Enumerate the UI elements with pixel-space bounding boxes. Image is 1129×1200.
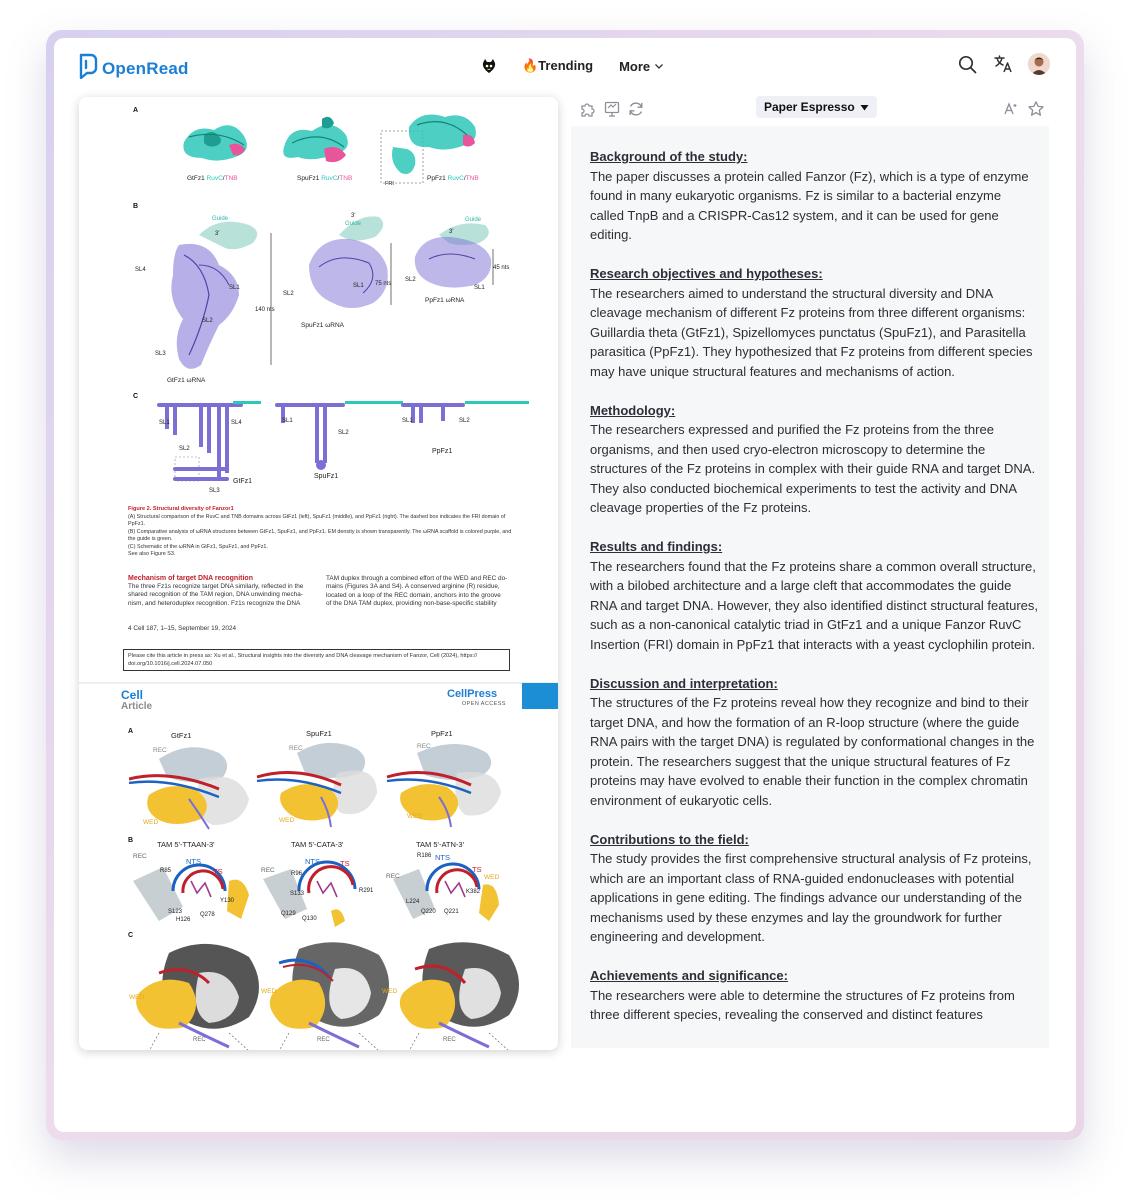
summary-section (590, 401, 1038, 518)
openread-logo-icon (78, 53, 98, 79)
section-text: The study provides the first comprehensive structural analysis of Fz proteins, which are an important class of RNA-guided endonucleases with potential applications in gene editing. The findings advance our understanding of the mechanisms used by these enzymes and lay the groundwork for further engineering and development. (590, 851, 1032, 944)
section-text: The researchers found that the Fz proteins share a common overall structure, with a bilobed architecture and a large cleft that accommodates the guide RNA and target DNA. However, they also identified distinct structural features, such as a non-canonical catalytic triad in GtFz1 and a unique Fanzor RuvC Insertion (FRI) domain in PpFz1 that interacts with a yeast cyclophilin protein. (590, 558, 1038, 652)
caret-down-icon (860, 103, 869, 112)
fig3b-k382: K382 (466, 889, 481, 895)
search-icon[interactable] (956, 53, 978, 75)
section-heading: Discussion and interpretation: (590, 675, 778, 691)
fig3b-ts-pp: TS (472, 865, 482, 874)
summary-toolbar (572, 95, 1054, 123)
summary-section (590, 966, 1038, 1025)
section-heading: Achievements and significance: (590, 968, 788, 983)
fig2c-sl4-gt: SL4 (231, 420, 242, 426)
fig3b-r85: R85 (160, 868, 172, 874)
nav-more-label: More (619, 58, 651, 74)
chevron-down-icon (654, 61, 664, 71)
open-access-label: OPEN ACCESS (462, 701, 506, 707)
fig2b-3prime-3: 3' (449, 229, 454, 235)
app-window (54, 38, 1076, 1132)
fig3-gt-title: GtFz1 (171, 731, 192, 740)
nav-trending[interactable] (522, 58, 593, 74)
section-heading: Background of the study: (590, 149, 748, 164)
fig3b-rec-pp: REC (386, 873, 400, 880)
header-actions (956, 53, 1050, 75)
font-size-icon[interactable] (1002, 99, 1022, 119)
fig3b-q221: Q221 (444, 909, 459, 915)
publisher-name: CellPress (447, 688, 498, 700)
summary-mode-label: Paper Espresso (764, 100, 855, 114)
fig3b-q220: Q220 (421, 909, 436, 915)
summary-section (590, 147, 1038, 245)
fig3c-rec-gt: REC (193, 1037, 206, 1043)
summary-section (590, 830, 1038, 947)
fig2c-sl2-pp: SL2 (459, 418, 470, 424)
fig3b-r186: R186 (417, 853, 432, 859)
fig2b-gt-rna: GtFz1 ωRNA (167, 377, 206, 384)
fig3-label-c: C (128, 932, 134, 939)
fig3c-wed-pp: WED (382, 988, 398, 995)
app-name: OpenRead (102, 59, 189, 78)
page-divider (79, 682, 558, 684)
star-icon[interactable] (1026, 99, 1046, 119)
section-heading: Research objectives and hypotheses: (590, 266, 823, 281)
section-text: The researchers expressed and purified the Fz proteins from the three organisms, and then used cryo-electron microscopy to determine the structures of the Fz proteins in complex with their guide RNA and target DNA. They also conducted biochemical experiments to test the activity and DNA cleavage properties of the Fz proteins. (590, 422, 1036, 515)
fig3b-tam-2: TAM 5'-CATA-3' (291, 840, 344, 849)
fig2a-fri-label: FRI (385, 181, 394, 187)
fig3a-wed-gt: WED (143, 819, 159, 826)
fig3a-rec-gt: REC (153, 747, 167, 754)
fig2b-guide-1: Guide (212, 216, 229, 222)
journal-name: Cell (121, 688, 144, 702)
fig3c-wed-spu: WED (261, 988, 277, 995)
fig2c-sl1-spu: SL1 (282, 418, 293, 424)
fig3b-q130: Q130 (302, 916, 317, 922)
fig2b-sl1: SL1 (229, 285, 240, 291)
citation-box: Please cite this article in press as: Xu et al., Structural insights into the diversity and DNA cleavage mechanism of Fanzor, Cell (2024), https:// doi.org/10.1016/j.cell.2024.07.050 (123, 649, 510, 671)
user-avatar[interactable] (1028, 53, 1050, 75)
gtfz1-rna-density (171, 222, 257, 369)
spufz1-structure (283, 117, 348, 162)
fig3b-l224: L224 (406, 899, 420, 905)
fig2c-pp-label: PpFz1 (432, 448, 453, 455)
fig2b-75nts: 75 nts (375, 281, 392, 287)
summary-content (590, 147, 1038, 1044)
fig3a-complex-structures (129, 739, 519, 835)
fig3a-pp (387, 744, 501, 827)
fig2c-sl3-gt: SL3 (209, 488, 220, 494)
gtfz1-structure (183, 125, 247, 160)
fig3b-r96: R96 (291, 871, 303, 877)
fig2c-rna-schematics (153, 393, 533, 497)
fig2a-gt-label: GtFz1 RuvC/TNB (187, 175, 238, 182)
fig2-label-a: A (133, 107, 139, 114)
whiteboard-icon[interactable] (602, 99, 622, 119)
page-color-tab (522, 683, 558, 709)
fig3b-y130: Y130 (220, 898, 235, 904)
fig3c-pp (400, 942, 519, 1050)
fig2b-sl3: SL3 (155, 351, 166, 357)
fig3-label-b: B (128, 837, 134, 844)
fig3b-rec-gt: REC (133, 853, 147, 860)
fig2c-spu-label: SpuFz1 (314, 473, 339, 480)
section-text: The paper discusses a protein called Fanzor (Fz), which is a type of enzyme found in many eukaryotic organisms. Fz is similar to a bacterial enzyme called TnpB and a CRISPR-Cas12 system, and it can be used for gene editing. (590, 168, 1029, 242)
fig2b-sl4: SL4 (135, 267, 146, 273)
mascot-icon[interactable] (478, 55, 500, 77)
fig2b-3prime-2: 3' (351, 213, 356, 219)
fig3b-r291: R291 (359, 888, 374, 894)
puzzle-icon[interactable] (578, 99, 598, 119)
page-footer: 4 Cell 187, 1–15, September 19, 2024 (128, 625, 237, 632)
fig3-pp-title: PpFz1 (431, 729, 453, 738)
fig3c-rec-spu: REC (317, 1037, 330, 1043)
fig2b-sl2-pp: SL2 (405, 277, 416, 283)
fig2b-spu-rna: SpuFz1 ωRNA (301, 322, 345, 329)
fig3c-wed-gt: WED (129, 994, 145, 1001)
fig2c-sl2-spu: SL2 (338, 430, 349, 436)
fig2c-sl2-gt: SL2 (179, 446, 190, 452)
fig2c-sl1-gt: SL1 (159, 420, 170, 426)
translate-icon[interactable] (992, 53, 1014, 75)
fig3a-gt (129, 747, 249, 829)
refresh-icon[interactable] (626, 99, 646, 119)
fig2b-sl2: SL2 (202, 318, 213, 324)
fig2b-pp-rna: PpFz1 ωRNA (425, 297, 465, 304)
fig2b-3prime-1: 3' (215, 231, 220, 237)
body-column-right: TAM duplex through a combined effort of the WED and REC do- mains (Figures 3A and S4). A conserved arginine (R) residue, located on a loop of the REC domain, anchors into the groove of the DNA TAM duplex, providing non-base-specific stability (326, 575, 508, 608)
fig2b-sl1-pp: SL1 (474, 285, 485, 291)
fig3-spu-title: SpuFz1 (306, 729, 332, 738)
fig3b-nts-pp: NTS (435, 853, 450, 862)
fig3c-rec-pp: REC (443, 1037, 456, 1043)
fig3b-s133: S133 (290, 891, 305, 897)
fig3b-rec-spu: REC (261, 867, 275, 874)
fig3b-ts-gt: TS (213, 867, 223, 876)
fig3a-wed-pp: WED (407, 813, 423, 820)
fig3b-q129: Q129 (281, 911, 296, 917)
fig2b-sl2-spu: SL2 (283, 291, 294, 297)
article-type: Article (121, 701, 153, 712)
fig3b-gt (133, 865, 249, 921)
fig3c-spu (270, 942, 389, 1050)
section-title-mechanism: Mechanism of target DNA recognition (128, 575, 253, 582)
summary-section (590, 264, 1038, 381)
fig3b-h126: H126 (176, 917, 191, 923)
fig2-caption: (A) Structural comparison of the RuvC and TNB domains across GtFz1 (left), SpuFz1 (middle), and PpFz1 (right). The dashed box indicates the FRI domain of PpFz1. (B) Comparative analysis of ωRNA structures between GtFz1, SpuFz1, and PpFz1. EM density is shown transparently. The ωRNA scaffold is colored purple, and the guide is green. (C) Schematic of the ωRNA in GtFz1, SpuFz1, and PpFz1. See also Figure S3. (128, 514, 512, 558)
ppfz1-structure (381, 115, 476, 183)
fig2c-gt-label: GtFz1 (233, 478, 253, 485)
fig2b-45nts: 45 nts (493, 265, 510, 271)
section-text: The structures of the Fz proteins reveal how they recognize and bind to their target DNA, and how the formation of an R-loop structure (where the guide RNA pairs with the target DNA) is regulated by conformational changes in the protein. The researchers suggest that the unique structural features of Fz proteins may have evolved to enable their function in the complex chromatin environment of eukaryotic cells. (590, 695, 1035, 808)
fig3b-q278: Q278 (200, 912, 215, 918)
summary-section (590, 537, 1038, 654)
nav-more-dropdown[interactable] (619, 59, 664, 74)
fig3c-gt (136, 944, 259, 1050)
section-heading: Results and findings: (590, 539, 723, 554)
section-heading: Contributions to the field: (590, 831, 749, 847)
fig2a-spu-label: SpuFz1 RuvC/TNB (297, 175, 353, 182)
main-nav (478, 55, 664, 77)
openread-logo[interactable] (78, 53, 189, 79)
fig3b-wed-pp: WED (484, 874, 500, 881)
paper-viewer[interactable] (79, 97, 558, 1050)
section-text: The researchers were able to determine the structures of Fz proteins from three different species, revealing the conserved and distinct features (590, 987, 1015, 1022)
summary-panel[interactable] (571, 126, 1049, 1048)
fig2b-guide-3: Guide (465, 217, 482, 223)
nav-trending-label: 🔥Trending (522, 58, 594, 73)
gtfz1-schematic (157, 403, 243, 481)
fig2-label-c: C (133, 393, 139, 400)
section-heading: Methodology: (590, 402, 676, 418)
fig2b-140nts: 140 nts (255, 307, 275, 313)
summary-mode-select[interactable] (756, 96, 877, 118)
fig3-label-a: A (128, 728, 134, 735)
fig3a-rec-pp: REC (417, 743, 431, 750)
fig2b-sl1-spu: SL1 (353, 283, 364, 289)
fig3a-rec-spu: REC (289, 745, 303, 752)
fig3a-spu (257, 743, 377, 827)
section-text: The researchers aimed to understand the structural diversity and DNA cleavage mechanism of different Fz proteins from three different organisms: Guillardia theta (GtFz1), Spizellomyces punctatus (SpuFz1), and Parasitella parasitica (PpFz1). They hypothesized that Fz proteins from different species may have unique structural features and mechanisms of action. (590, 285, 1033, 379)
fig2-caption-title: Figure 2. Structural diversity of Fanzor1 (128, 506, 234, 512)
fig3b-nts-gt: NTS (186, 857, 201, 866)
fig3c-surface-structures (129, 933, 519, 1050)
fig3a-wed-spu: WED (279, 817, 295, 824)
top-header (54, 38, 1076, 98)
fig3b-nts-spu: NTS (305, 857, 320, 866)
fig3b-ts-spu: TS (340, 859, 350, 868)
fig3b-s123: S123 (168, 909, 183, 915)
fig2-label-b: B (133, 203, 139, 210)
fig2c-sl1-pp: SL1 (402, 418, 413, 424)
fig2b-guide-2: Guide (345, 221, 362, 227)
fig2a-pp-label: PpFz1 RuvC/TNB (427, 175, 479, 182)
spufz1-schematic (275, 403, 345, 470)
spufz1-rna-density (309, 216, 388, 308)
fig3b-tam-3: TAM 5'-ATN-3' (416, 840, 465, 849)
body-column-left: The three Fz1s recognize target DNA similarly, reflected in the shared recognition of the TAM region, DNA unwinding mecha- nism, and heteroduplex recognition. Fz1s recognize the DNA (128, 583, 304, 607)
summary-section (590, 674, 1038, 811)
fig2b-rna-structures (139, 205, 529, 385)
fig3b-tam-1: TAM 5'-TTAAN-3' (157, 840, 215, 849)
